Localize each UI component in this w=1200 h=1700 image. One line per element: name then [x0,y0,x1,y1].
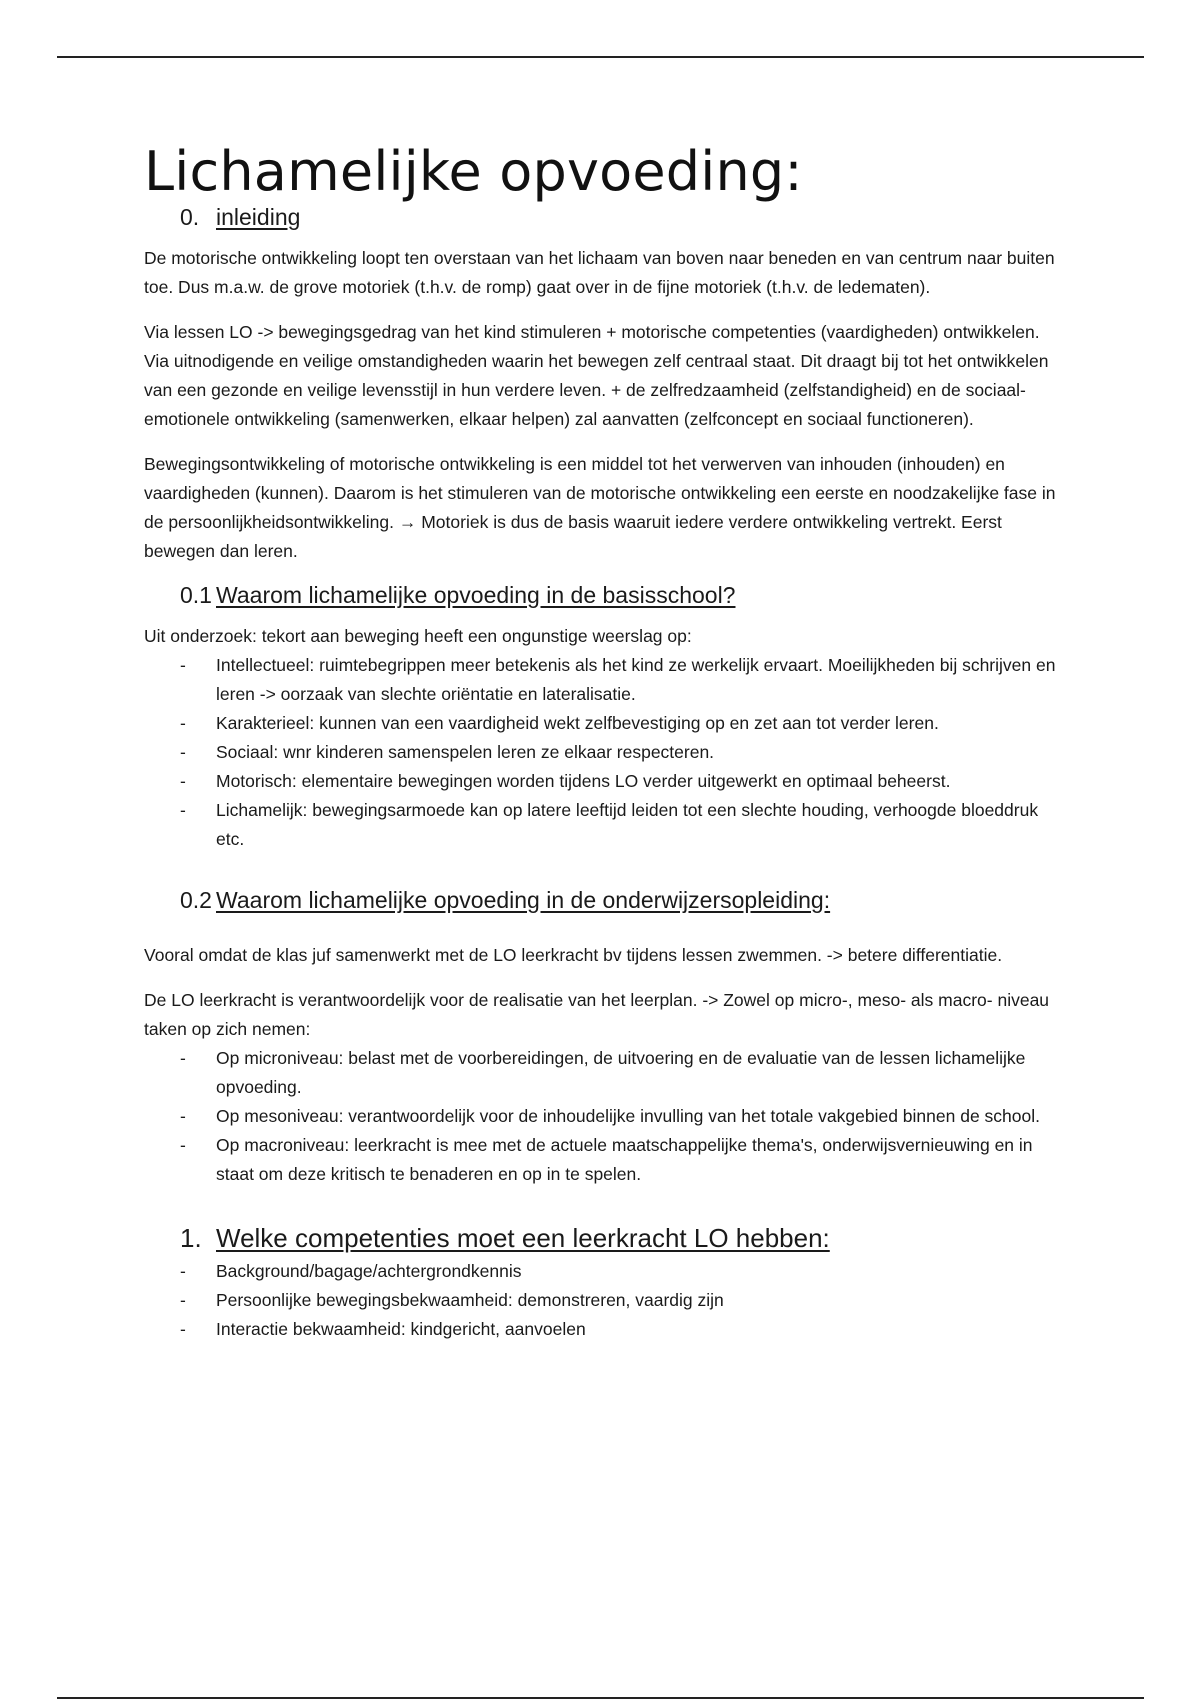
list-item: - Interactie bekwaamheid: kindgericht, aanvoelen [144,1315,1069,1344]
list-item: - Op mesoniveau: verantwoordelijk voor de inhoudelijke invulling van het totale vakgebied binnen de school. [144,1102,1069,1131]
intro-paragraph-2: Via lessen LO -> bewegingsgedrag van het kind stimuleren + motorische competenties (vaardigheden) ontwikkelen. Via uitnodigende en veilige omstandigheden waarin het bewegen zelf centraal staat. Dit draagt bij tot het ontwikkelen van een gezonde en veilige levensstijl in hun verdere leven. + de zelfredzaamheid (zelfstandigheid) en de sociaal- emotionele ontwikkeling (samenwerken, elkaar helpen) zal aanvatten (zelfconcept en sociaal functioneren). [144,322,1049,429]
section-heading-intro [144,202,1069,232]
section-title: Waarom lichamelijke opvoeding in de basisschool? [216,582,736,608]
section-number: 0. [180,204,200,230]
section-heading-1 [144,1221,1069,1255]
document-title: Lichamelijke opvoeding: [144,140,803,203]
list-item: - Sociaal: wnr kinderen samenspelen leren ze elkaar respecteren. [144,738,1069,767]
section-title: Waarom lichamelijke opvoeding in de onderwijzersopleiding: [216,887,831,913]
list-item: - Intellectueel: ruimtebegrippen meer betekenis als het kind ze werkelijk ervaart. Moeilijkheden bij schrijven en leren -> oorzaak van slechte oriëntatie en lateralisatie. [144,651,1069,709]
footer-rule [57,1697,1144,1699]
section-number: 1. [180,1223,202,1253]
s1-list [144,1257,1069,1344]
header-rule [57,56,1144,58]
intro-paragraph-1: De motorische ontwikkeling loopt ten overstaan van het lichaam van boven naar beneden en van centrum naar buiten toe. Dus m.a.w. de grove motoriek (t.h.v. de romp) gaat over in de fijne motoriek (t.h.v. de ledematen). [144,248,1055,297]
s02-paragraph-2: De LO leerkracht is verantwoordelijk voor de realisatie van het leerplan. -> Zowel op micro-, meso- als macro- niveau taken op zich nemen: [144,990,1050,1039]
list-item: - Lichamelijk: bewegingsarmoede kan op latere leeftijd leiden tot een slechte houding, verhoogde bloeddruk etc. [144,796,1069,854]
document-body [144,140,1069,1344]
section-number: 0.1 [180,582,212,608]
list-item: - Op macroniveau: leerkracht is mee met de actuele maatschappelijke thema's, onderwijsvernieuwing en in staat om deze kritisch te benaderen en op in te spelen. [144,1131,1069,1189]
s01-list [144,651,1069,854]
list-item: - Karakterieel: kunnen van een vaardigheid wekt zelfbevestiging op en zet aan tot verder leren. [144,709,1069,738]
s02-paragraph-1: Vooral omdat de klas juf samenwerkt met de LO leerkracht bv tijdens lessen zwemmen. -> betere differentiatie. [144,945,1003,965]
section-title: Welke competenties moet een leerkracht LO hebben: [216,1223,830,1253]
s02-list [144,1044,1069,1189]
list-item: - Persoonlijke bewegingsbekwaamheid: demonstreren, vaardig zijn [144,1286,1069,1315]
list-item: - Op microniveau: belast met de voorbereidingen, de uitvoering en de evaluatie van de lessen lichamelijke opvoeding. [144,1044,1069,1102]
list-item: - Background/bagage/achtergrondkennis [144,1257,1069,1286]
section-number: 0.2 [180,887,212,913]
section-heading-0-2 [144,885,1069,915]
s01-lead: Uit onderzoek: tekort aan beweging heeft een ongunstige weerslag op: [144,626,692,646]
section-heading-0-1 [144,580,1069,610]
list-item: - Motorisch: elementaire bewegingen worden tijdens LO verder uitgewerkt en optimaal beheerst. [144,767,1069,796]
intro-paragraph-3: Bewegingsontwikkeling of motorische ontwikkeling is een middel tot het verwerven van inhouden (inhouden) en vaardigheden (kunnen). Daarom is het stimuleren van de motorische ontwikkeling een eerste en noodzakelijke fase in de persoonlijkheidsontwikkeling. → Motoriek is dus de basis waaruit iedere verdere ontwikkeling vertrekt. Eerst bewegen dan leren. [144,454,1056,561]
section-title: inleiding [216,204,301,230]
